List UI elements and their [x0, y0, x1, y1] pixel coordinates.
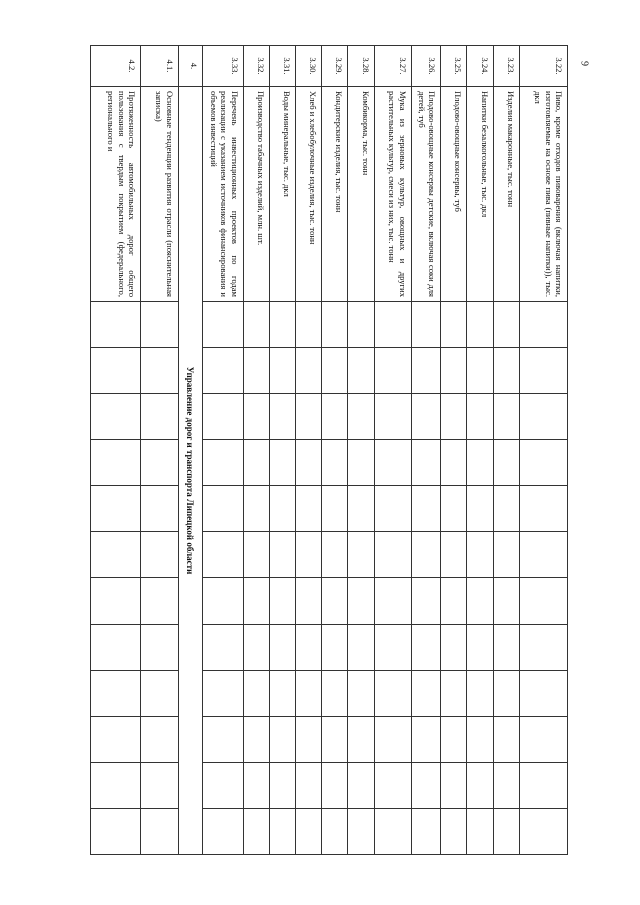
value-cell — [374, 670, 411, 716]
value-cell — [141, 440, 178, 486]
value-cell — [91, 578, 141, 624]
value-cell — [467, 394, 493, 440]
value-cell — [269, 440, 295, 486]
value-cell — [322, 394, 348, 440]
value-cell — [519, 578, 567, 624]
value-cell — [269, 302, 295, 348]
table-body — [91, 46, 568, 855]
row-number: 3.22. — [519, 46, 567, 87]
value-cell — [374, 532, 411, 578]
row-description: Комбикорма, тыс. тонн — [348, 86, 374, 301]
value-cell — [202, 578, 243, 624]
value-cell — [348, 808, 374, 854]
value-cell — [202, 440, 243, 486]
value-cell — [519, 302, 567, 348]
value-cell — [441, 486, 467, 532]
value-cell — [243, 716, 269, 762]
value-cell — [519, 532, 567, 578]
row-number: 3.31. — [269, 46, 295, 87]
row-description: Производство табачных изделий, млн. шт. — [243, 86, 269, 301]
rotated-page — [90, 45, 568, 855]
value-cell — [348, 440, 374, 486]
value-cell — [141, 394, 178, 440]
table-row — [202, 46, 243, 855]
value-cell — [91, 808, 141, 854]
value-cell — [202, 670, 243, 716]
value-cell — [374, 394, 411, 440]
value-cell — [269, 808, 295, 854]
value-cell — [493, 808, 519, 854]
value-cell — [411, 624, 440, 670]
value-cell — [243, 762, 269, 808]
value-cell — [91, 440, 141, 486]
value-cell — [441, 348, 467, 394]
value-cell — [493, 440, 519, 486]
value-cell — [467, 486, 493, 532]
row-number: 3.28. — [348, 46, 374, 87]
value-cell — [467, 302, 493, 348]
value-cell — [374, 578, 411, 624]
value-cell — [91, 394, 141, 440]
value-cell — [348, 348, 374, 394]
table-row — [441, 46, 467, 855]
value-cell — [295, 808, 321, 854]
value-cell — [348, 486, 374, 532]
value-cell — [91, 716, 141, 762]
value-cell — [322, 716, 348, 762]
table-row — [322, 46, 348, 855]
value-cell — [519, 486, 567, 532]
value-cell — [374, 348, 411, 394]
value-cell — [91, 348, 141, 394]
value-cell — [295, 348, 321, 394]
row-number: 3.23. — [493, 46, 519, 87]
value-cell — [411, 486, 440, 532]
value-cell — [295, 670, 321, 716]
value-cell — [202, 532, 243, 578]
row-description: Мука из зерновых культур, овощных и других растительных культур, смеси из них, тыс. тонн — [374, 86, 411, 301]
row-description: Перечень инвестиционных проектов по годам реализации с указанием источников финансирования и объемов инвестиций — [202, 86, 243, 301]
value-cell — [441, 716, 467, 762]
value-cell — [411, 716, 440, 762]
table-row — [269, 46, 295, 855]
value-cell — [141, 670, 178, 716]
row-description: Кондитерские изделия, тыс. тонн — [322, 86, 348, 301]
value-cell — [411, 532, 440, 578]
value-cell — [411, 394, 440, 440]
value-cell — [411, 670, 440, 716]
value-cell — [467, 624, 493, 670]
value-cell — [519, 624, 567, 670]
value-cell — [141, 578, 178, 624]
table-row — [374, 46, 411, 855]
value-cell — [202, 808, 243, 854]
value-cell — [467, 716, 493, 762]
value-cell — [348, 302, 374, 348]
row-number: 3.29. — [322, 46, 348, 87]
table-row — [348, 46, 374, 855]
row-description: Хлеб и хлебобулочные изделия, тыс. тонн — [295, 86, 321, 301]
value-cell — [141, 624, 178, 670]
value-cell — [519, 348, 567, 394]
value-cell — [141, 302, 178, 348]
value-cell — [348, 670, 374, 716]
value-cell — [269, 578, 295, 624]
value-cell — [493, 624, 519, 670]
value-cell — [243, 670, 269, 716]
page-number: 9 — [578, 61, 590, 66]
value-cell — [269, 394, 295, 440]
value-cell — [141, 716, 178, 762]
value-cell — [441, 532, 467, 578]
value-cell — [411, 440, 440, 486]
value-cell — [243, 302, 269, 348]
forecast-table — [90, 45, 568, 855]
value-cell — [519, 716, 567, 762]
value-cell — [243, 486, 269, 532]
row-description: Пиво, кроме отходов пивоварения (включая напитки, изготовляемые на основе пива (пивные напитки)), тыс. дкл — [519, 86, 567, 301]
value-cell — [374, 302, 411, 348]
value-cell — [348, 578, 374, 624]
value-cell — [467, 440, 493, 486]
value-cell — [202, 624, 243, 670]
value-cell — [467, 532, 493, 578]
value-cell — [295, 532, 321, 578]
value-cell — [411, 302, 440, 348]
value-cell — [348, 394, 374, 440]
row-description: Воды минеральные, тыс. дкл — [269, 86, 295, 301]
row-number: 3.24. — [467, 46, 493, 87]
value-cell — [493, 716, 519, 762]
value-cell — [322, 624, 348, 670]
value-cell — [243, 578, 269, 624]
value-cell — [519, 394, 567, 440]
section-number: 4. — [178, 46, 202, 87]
value-cell — [269, 532, 295, 578]
value-cell — [374, 808, 411, 854]
value-cell — [411, 348, 440, 394]
value-cell — [91, 762, 141, 808]
value-cell — [467, 348, 493, 394]
value-cell — [269, 716, 295, 762]
value-cell — [348, 532, 374, 578]
row-description: Основные тенденции развития отрасли (пояснительная записка) — [141, 86, 178, 301]
value-cell — [348, 762, 374, 808]
row-number: 3.25. — [441, 46, 467, 87]
row-description: Плодово-овощные консервы детские, включая соки для детей, туб — [411, 86, 440, 301]
row-number: 3.27. — [374, 46, 411, 87]
value-cell — [202, 302, 243, 348]
value-cell — [322, 578, 348, 624]
value-cell — [243, 394, 269, 440]
value-cell — [322, 302, 348, 348]
section-title: Управление дорог и транспорта Липецкой области — [178, 86, 202, 854]
value-cell — [322, 348, 348, 394]
value-cell — [493, 578, 519, 624]
value-cell — [243, 624, 269, 670]
value-cell — [493, 670, 519, 716]
value-cell — [519, 670, 567, 716]
section-row — [178, 46, 202, 855]
row-number: 3.26. — [411, 46, 440, 87]
value-cell — [141, 486, 178, 532]
value-cell — [141, 808, 178, 854]
value-cell — [441, 670, 467, 716]
row-number: 3.32. — [243, 46, 269, 87]
row-description: Изделия макаронные, тыс. тонн — [493, 86, 519, 301]
value-cell — [322, 486, 348, 532]
value-cell — [295, 716, 321, 762]
value-cell — [202, 348, 243, 394]
row-number: 3.33. — [202, 46, 243, 87]
row-description: Протяженность автомобильных дорог общего пользования с твердым покрытием (федерального, регионального и — [91, 86, 141, 301]
value-cell — [519, 808, 567, 854]
value-cell — [243, 348, 269, 394]
value-cell — [91, 624, 141, 670]
table-row — [411, 46, 440, 855]
value-cell — [295, 440, 321, 486]
value-cell — [322, 808, 348, 854]
value-cell — [269, 348, 295, 394]
value-cell — [493, 394, 519, 440]
value-cell — [519, 762, 567, 808]
value-cell — [441, 762, 467, 808]
row-description: Напитки безалкогольные, тыс. дкл — [467, 86, 493, 301]
value-cell — [269, 670, 295, 716]
table-row — [493, 46, 519, 855]
value-cell — [467, 670, 493, 716]
value-cell — [202, 394, 243, 440]
value-cell — [441, 440, 467, 486]
value-cell — [493, 762, 519, 808]
value-cell — [441, 302, 467, 348]
value-cell — [202, 762, 243, 808]
value-cell — [411, 762, 440, 808]
value-cell — [243, 440, 269, 486]
value-cell — [141, 762, 178, 808]
value-cell — [295, 486, 321, 532]
value-cell — [295, 578, 321, 624]
value-cell — [322, 762, 348, 808]
value-cell — [269, 624, 295, 670]
value-cell — [493, 348, 519, 394]
value-cell — [374, 486, 411, 532]
value-cell — [411, 578, 440, 624]
table-row — [91, 46, 141, 855]
value-cell — [441, 394, 467, 440]
value-cell — [141, 532, 178, 578]
value-cell — [467, 762, 493, 808]
value-cell — [411, 808, 440, 854]
value-cell — [519, 440, 567, 486]
value-cell — [322, 670, 348, 716]
value-cell — [295, 624, 321, 670]
value-cell — [348, 624, 374, 670]
value-cell — [91, 532, 141, 578]
value-cell — [441, 808, 467, 854]
value-cell — [269, 486, 295, 532]
value-cell — [374, 624, 411, 670]
value-cell — [467, 808, 493, 854]
table-row — [519, 46, 567, 855]
value-cell — [202, 486, 243, 532]
row-number: 3.30. — [295, 46, 321, 87]
row-number: 4.1. — [141, 46, 178, 87]
value-cell — [295, 762, 321, 808]
value-cell — [493, 486, 519, 532]
value-cell — [91, 486, 141, 532]
value-cell — [243, 532, 269, 578]
value-cell — [269, 762, 295, 808]
value-cell — [295, 394, 321, 440]
value-cell — [91, 302, 141, 348]
row-number: 4.2. — [91, 46, 141, 87]
table-row — [243, 46, 269, 855]
value-cell — [493, 302, 519, 348]
value-cell — [441, 578, 467, 624]
table-row — [295, 46, 321, 855]
value-cell — [348, 716, 374, 762]
value-cell — [141, 348, 178, 394]
row-description: Плодово-овощные консервы, туб — [441, 86, 467, 301]
value-cell — [374, 440, 411, 486]
value-cell — [202, 716, 243, 762]
value-cell — [374, 762, 411, 808]
value-cell — [322, 532, 348, 578]
value-cell — [295, 302, 321, 348]
value-cell — [493, 532, 519, 578]
table-row — [467, 46, 493, 855]
value-cell — [374, 716, 411, 762]
value-cell — [441, 624, 467, 670]
value-cell — [322, 440, 348, 486]
value-cell — [91, 670, 141, 716]
value-cell — [243, 808, 269, 854]
value-cell — [467, 578, 493, 624]
table-row — [141, 46, 178, 855]
